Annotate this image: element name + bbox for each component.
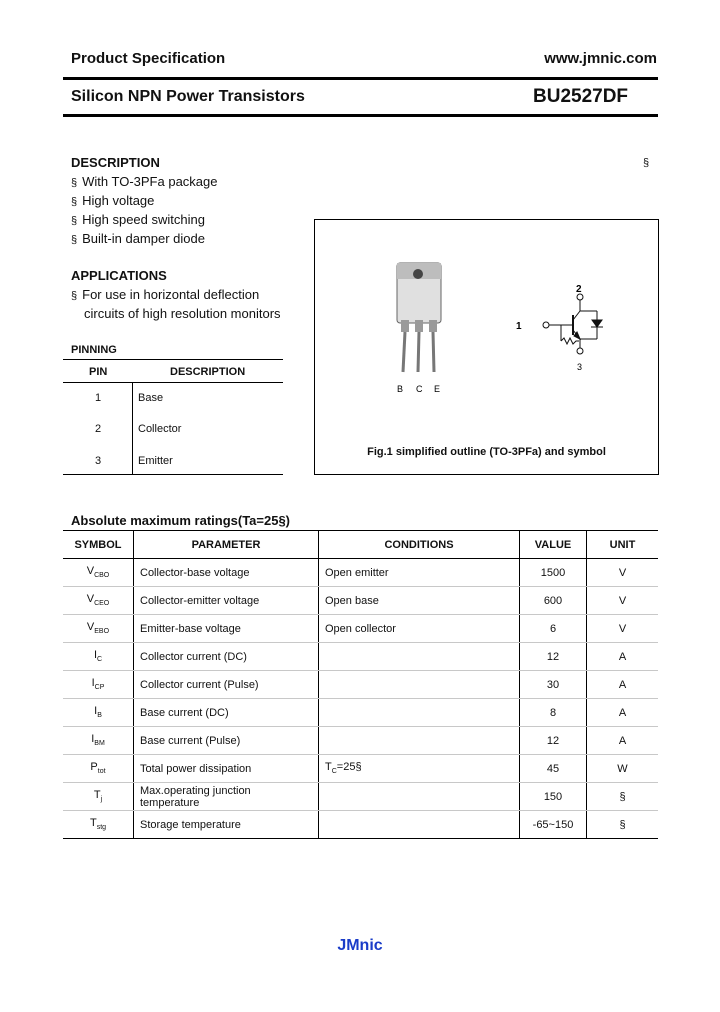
pinning-desc: Collector: [138, 423, 182, 435]
value-cell: 45: [520, 755, 587, 783]
symbol-subscript: CP: [94, 684, 105, 692]
symbol-pin-1: 1: [516, 321, 522, 332]
conditions-cell: [319, 755, 520, 783]
symbol-letter: T: [93, 789, 101, 802]
symbol-letter: I: [91, 733, 95, 746]
value-cell: 150: [520, 783, 587, 811]
condition-letter: T: [325, 761, 332, 774]
figure-drawing: [315, 220, 658, 474]
symbol-subscript: tot: [97, 768, 106, 776]
npn-transistor-symbol: [543, 294, 603, 354]
value-cell: 8: [520, 699, 587, 727]
value-cell: 600: [520, 587, 587, 615]
conditions-cell: Open collector: [319, 615, 520, 643]
pinning-desc: Emitter: [138, 455, 173, 467]
value-cell: 30: [520, 671, 587, 699]
conditions-cell: Open base: [319, 587, 520, 615]
pinning-pin: 3: [95, 455, 102, 467]
symbol-letter: I: [93, 649, 97, 662]
symbol-pin-3: 3: [577, 362, 583, 372]
symbol-subscript: j: [100, 796, 103, 804]
col-unit: UNIT: [587, 531, 659, 559]
description-item: [71, 193, 154, 208]
symbol-pin-2: 2: [576, 284, 582, 295]
description-item: [71, 212, 205, 227]
symbol-subscript: C: [97, 656, 103, 664]
symbol-letter: V: [86, 593, 95, 606]
symbol-letter: I: [91, 677, 95, 690]
pinning-divider: [132, 382, 133, 474]
parameter-cell: Collector current (DC): [134, 643, 319, 671]
ratings-table: [63, 530, 658, 839]
symbol-cell: [63, 755, 134, 783]
conditions-cell: [319, 643, 520, 671]
bullet-glyph: §: [71, 215, 78, 227]
table-row: [63, 783, 658, 811]
description-heading: DESCRIPTION: [71, 155, 160, 170]
value-cell: 6: [520, 615, 587, 643]
symbol-cell: [63, 587, 134, 615]
pinning-col-pin: PIN: [89, 366, 108, 378]
unit-cell: §: [587, 811, 659, 839]
lead-label-c: C: [416, 384, 423, 394]
parameter-cell: Collector current (Pulse): [134, 671, 319, 699]
to3pfa-package-outline: [397, 263, 441, 372]
description-item-text: High voltage: [82, 193, 155, 208]
table-row: [63, 755, 658, 783]
col-conditions: CONDITIONS: [319, 531, 520, 559]
pinning-top-rule: [63, 359, 283, 360]
symbol-cell: [63, 615, 134, 643]
bullet-glyph: §: [71, 177, 78, 189]
parameter-cell: Base current (DC): [134, 699, 319, 727]
description-item-text: High speed switching: [82, 212, 205, 227]
value-cell: 12: [520, 643, 587, 671]
value-cell: -65~150: [520, 811, 587, 839]
conditions-cell: [319, 699, 520, 727]
conditions-cell: [319, 783, 520, 811]
figure-box: [314, 219, 659, 475]
symbol-subscript: stg: [96, 824, 107, 832]
parameter-cell: Max.operating junction temperature: [134, 783, 319, 811]
col-symbol: SYMBOL: [63, 531, 134, 559]
ratings-heading: Absolute maximum ratings(Ta=25§): [71, 513, 291, 528]
symbol-letter: V: [86, 565, 95, 578]
ratings-header-row: [63, 531, 658, 559]
unit-cell: §: [587, 783, 659, 811]
pinning-header-rule: [63, 382, 283, 383]
symbol-letter: T: [89, 817, 97, 830]
lead-label-e: E: [434, 384, 441, 394]
unit-cell: A: [587, 699, 659, 727]
unit-cell: V: [587, 587, 659, 615]
condition-subscript: C: [331, 768, 337, 776]
applications-item: [71, 287, 259, 302]
table-row: [63, 727, 658, 755]
pinning-desc: Base: [138, 392, 164, 404]
symbol-cell: [63, 783, 134, 811]
unit-cell: A: [587, 727, 659, 755]
unit-cell: A: [587, 643, 659, 671]
condition-rest: =25§: [336, 761, 362, 774]
symbol-subscript: EBO: [94, 628, 110, 636]
unit-cell: V: [587, 615, 659, 643]
value-cell: 12: [520, 727, 587, 755]
pinning-col-description: DESCRIPTION: [170, 366, 246, 378]
header-product-specification: Product Specification: [71, 50, 226, 67]
col-value: VALUE: [520, 531, 587, 559]
symbol-subscript: BM: [94, 740, 105, 748]
symbol-letter: I: [94, 705, 98, 718]
parameter-cell: Collector-base voltage: [134, 559, 319, 587]
unit-cell: V: [587, 559, 659, 587]
header-website[interactable]: www.jmnic.com: [544, 50, 657, 67]
col-parameter: PARAMETER: [134, 531, 319, 559]
symbol-cell: [63, 699, 134, 727]
description-item: [71, 231, 205, 246]
symbol-cell: [63, 811, 134, 839]
symbol-cell: [63, 727, 134, 755]
pinning-heading: PINNING: [71, 344, 117, 356]
figure-caption: Fig.1 simplified outline (TO-3PFa) and symbol: [367, 446, 606, 458]
symbol-cell: [63, 643, 134, 671]
document-title: Silicon NPN Power Transistors: [71, 88, 305, 105]
stray-glyph: §: [643, 157, 650, 169]
parameter-cell: Storage temperature: [134, 811, 319, 839]
conditions-cell: [319, 811, 520, 839]
pinning-pin: 1: [95, 392, 102, 404]
footer-brand: JMnic: [337, 937, 383, 954]
pinning-pin: 2: [95, 423, 102, 435]
symbol-letter: V: [86, 621, 95, 634]
unit-cell: A: [587, 671, 659, 699]
description-item-text: With TO-3PFa package: [82, 174, 218, 189]
parameter-cell: Total power dissipation: [134, 755, 319, 783]
table-row: [63, 671, 658, 699]
pinning-bottom-rule: [63, 474, 283, 475]
lead-label-b: B: [397, 384, 404, 394]
bullet-glyph: §: [71, 196, 78, 208]
conditions-cell: Open emitter: [319, 559, 520, 587]
bullet-glyph: §: [71, 234, 78, 246]
applications-heading: APPLICATIONS: [71, 268, 167, 283]
conditions-cell: [319, 671, 520, 699]
symbol-subscript: B: [97, 712, 102, 720]
table-row: [63, 587, 658, 615]
parameter-cell: Base current (Pulse): [134, 727, 319, 755]
table-row: [63, 559, 658, 587]
description-item: [71, 174, 217, 189]
part-number: BU2527DF: [533, 86, 629, 107]
symbol-subscript: CBO: [94, 572, 110, 580]
table-row: [63, 615, 658, 643]
parameter-cell: Collector-emitter voltage: [134, 587, 319, 615]
description-item-text: Built-in damper diode: [82, 231, 205, 246]
symbol-letter: P: [90, 761, 98, 774]
symbol-cell: [63, 671, 134, 699]
bullet-glyph: §: [71, 290, 78, 302]
header-rule-bottom: [63, 114, 658, 117]
conditions-cell: [319, 727, 520, 755]
header-rule-top: [63, 77, 658, 80]
unit-cell: W: [587, 755, 659, 783]
symbol-cell: [63, 559, 134, 587]
table-row: [63, 699, 658, 727]
applications-line-1: For use in horizontal deflection: [82, 287, 260, 302]
table-row: [63, 811, 658, 839]
parameter-cell: Emitter-base voltage: [134, 615, 319, 643]
applications-line-2: circuits of high resolution monitors: [84, 306, 281, 321]
value-cell: 1500: [520, 559, 587, 587]
table-row: [63, 643, 658, 671]
symbol-subscript: CEO: [94, 600, 110, 608]
